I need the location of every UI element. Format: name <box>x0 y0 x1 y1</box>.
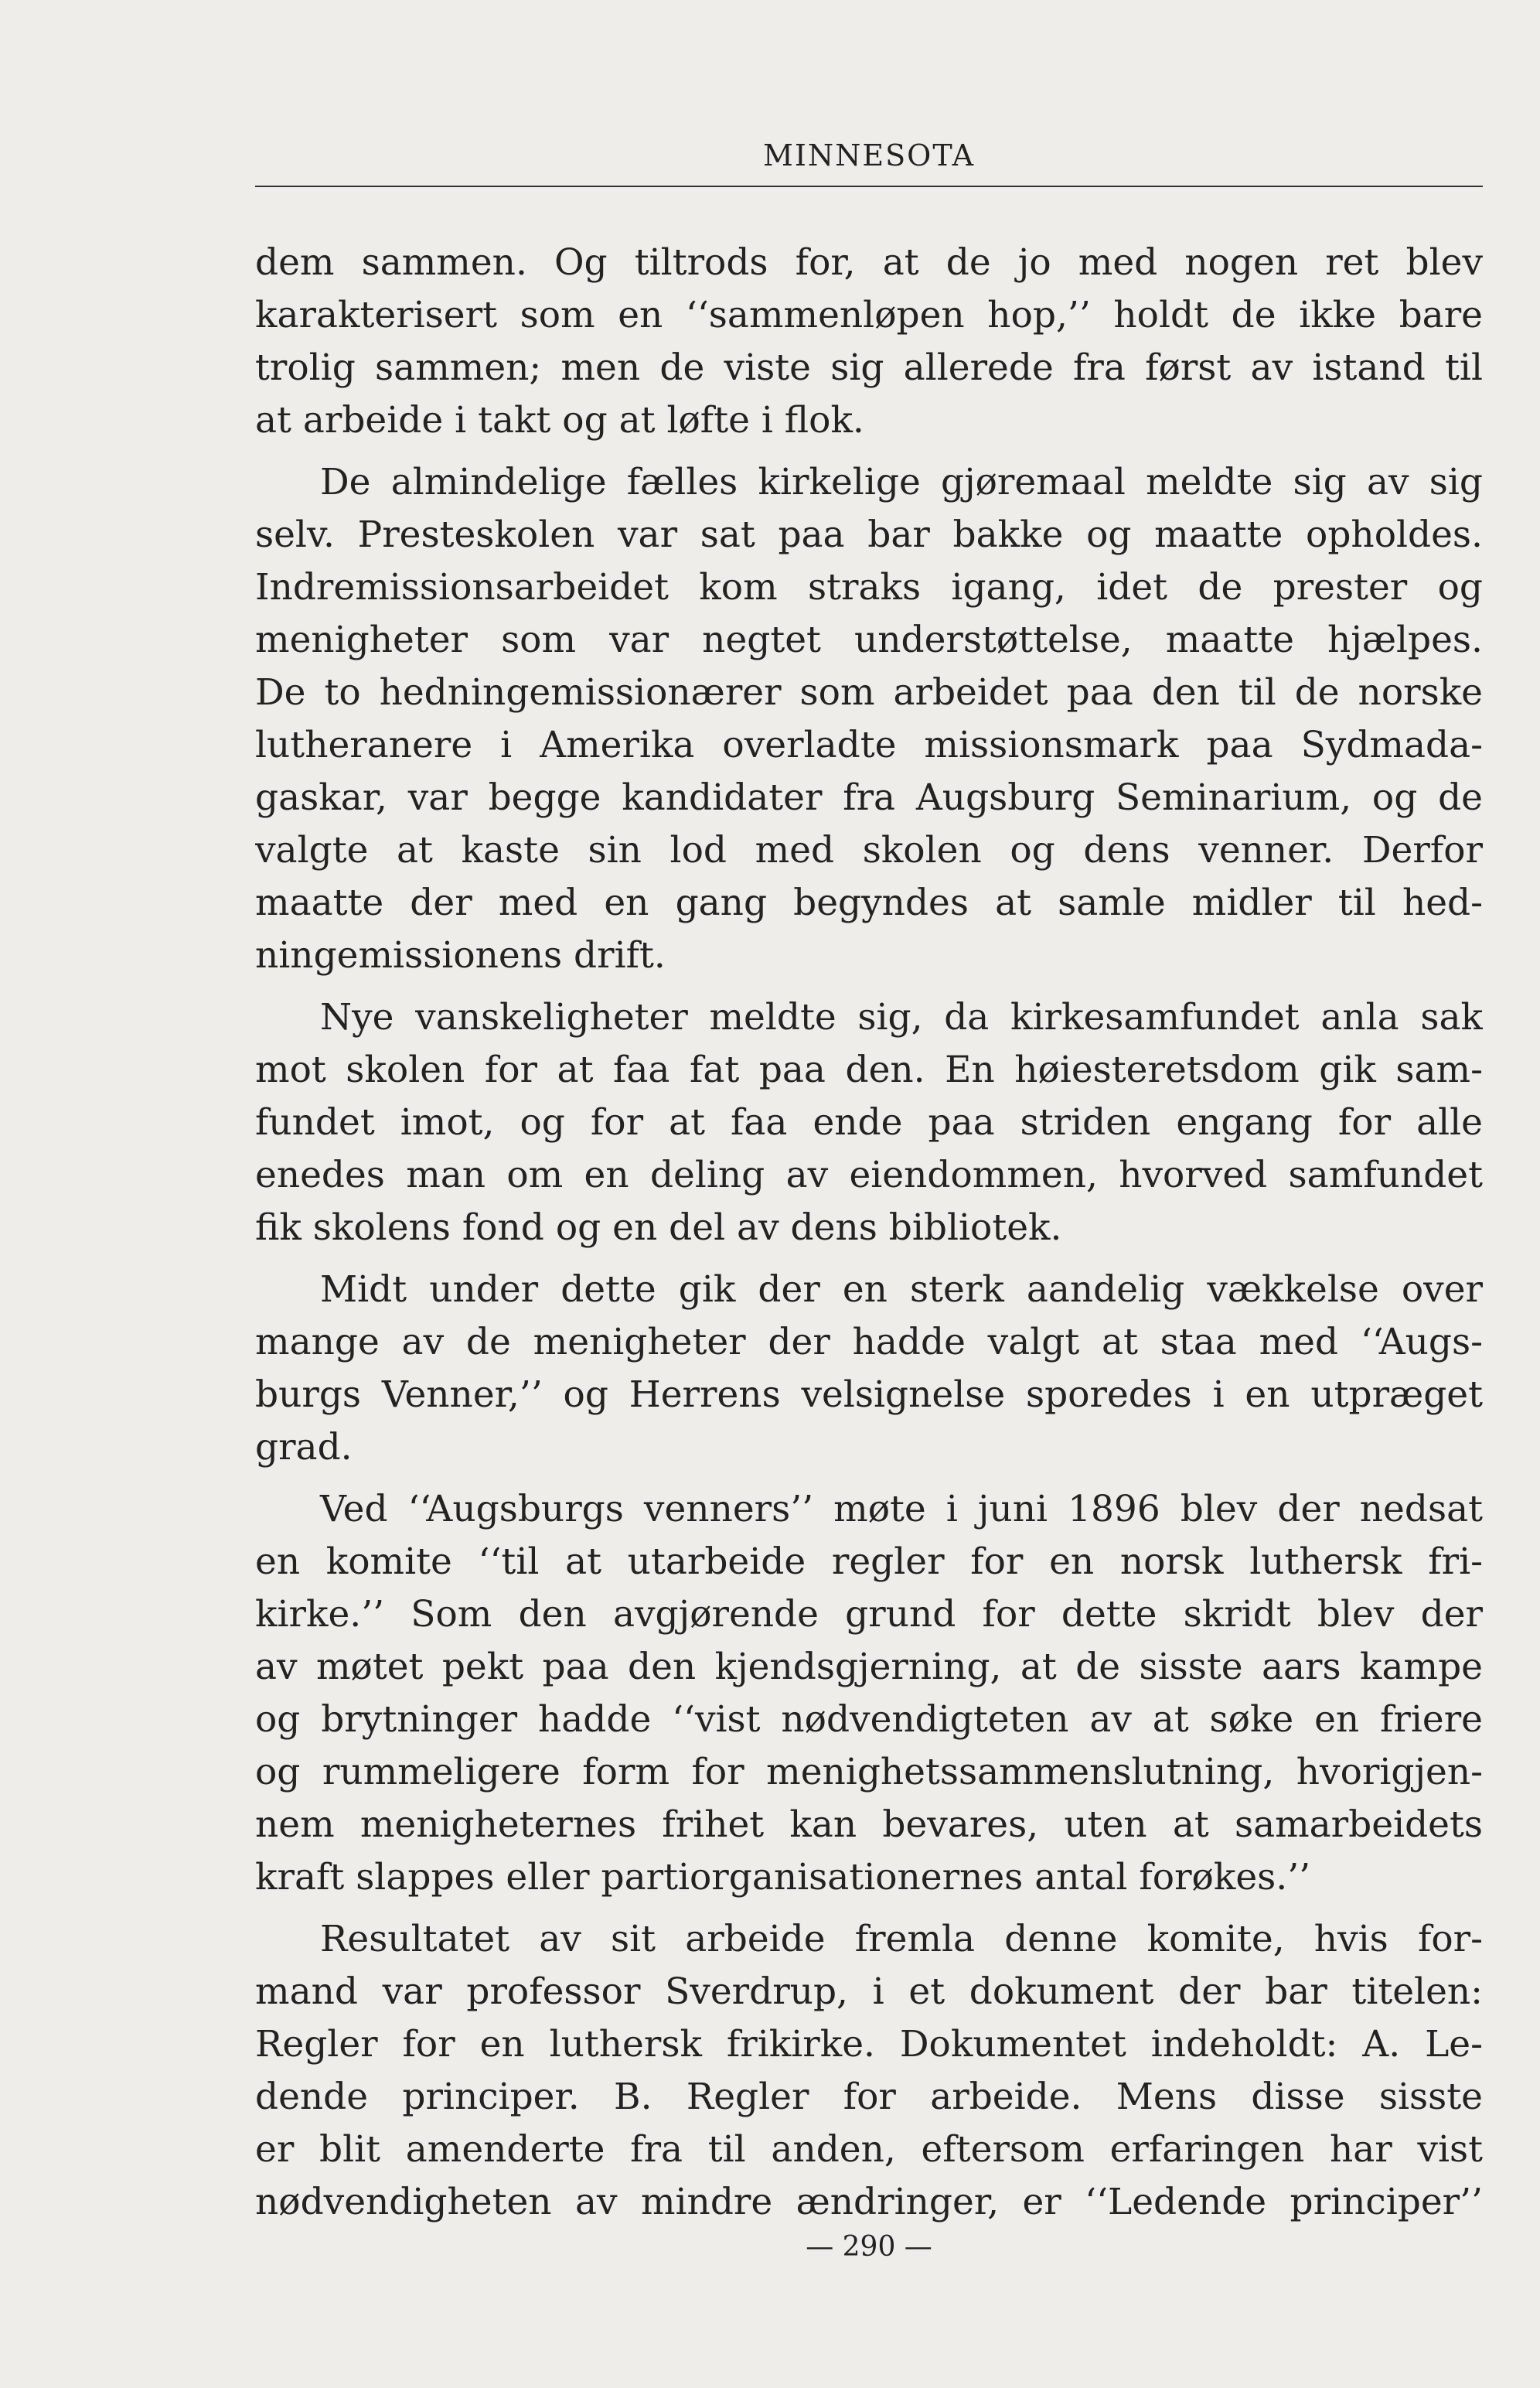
text-line: gaskar, var begge kandidater fra Augsburg Seminarium, og de <box>255 776 1483 819</box>
text-line: dem sammen. Og tiltrods for, at de jo med nogen ret blev <box>255 241 1483 284</box>
text-line: selv. Presteskolen var sat paa bar bakke og maatte opholdes. <box>255 513 1483 556</box>
header-rule <box>255 186 1483 187</box>
text-line: nem menigheternes frihet kan bevares, uten at samarbeidets <box>255 1803 1483 1846</box>
text-line: og brytninger hadde ‘‘vist nødvendigteten av at søke en friere <box>255 1698 1483 1741</box>
page-number: — 290 — <box>806 2231 932 2263</box>
text-line: Midt under dette gik der en sterk aandelig vækkelse over <box>320 1268 1483 1311</box>
text-line: Nye vanskeligheter meldte sig, da kirkesamfundet anla sak <box>320 996 1483 1039</box>
text-line: burgs Venner,’’ og Herrens velsignelse sporedes i en utpræget <box>255 1373 1483 1416</box>
text-line: menigheter som var negtet understøttelse, maatte hjælpes. <box>255 619 1483 661</box>
text-line: fundet imot, og for at faa ende paa striden engang for alle <box>255 1101 1483 1144</box>
text-line: Resultatet av sit arbeide fremla denne komite, hvis for- <box>320 1918 1483 1960</box>
text-line: av møtet pekt paa den kjendsgjerning, at de sisste aars kampe <box>255 1646 1483 1688</box>
text-line: enedes man om en deling av eiendommen, hvorved samfundet <box>255 1154 1483 1196</box>
text-line: maatte der med en gang begyndes at samle midler til hed- <box>255 882 1483 924</box>
text-line: mange av de menigheter der hadde valgt at staa med ‘‘Augs- <box>255 1321 1483 1363</box>
text-line: at arbeide i takt og at løfte i flok. <box>255 399 864 442</box>
text-line: kraft slappes eller partiorganisationernes antal forøkes.’’ <box>255 1856 1311 1898</box>
text-line: mand var professor Sverdrup, i et dokument der bar titelen: <box>255 1970 1483 2013</box>
text-line: mot skolen for at faa fat paa den. En høiesteretsdom gik sam- <box>255 1049 1483 1091</box>
text-line: De to hedningemissionærer som arbeidet paa den til de norske <box>255 671 1483 714</box>
text-line: en komite ‘‘til at utarbeide regler for en norsk luthersk fri- <box>255 1540 1483 1583</box>
text-line: grad. <box>255 1426 353 1469</box>
text-line: valgte at kaste sin lod med skolen og dens venner. Derfor <box>255 829 1483 872</box>
text-line: ningemissionens drift. <box>255 934 666 977</box>
text-line: Indremissionsarbeidet kom straks igang, idet de prester og <box>255 566 1483 609</box>
text-line: kirke.’’ Som den avgjørende grund for dette skridt blev der <box>255 1593 1483 1636</box>
text-line: fik skolens fond og en del av dens bibliotek. <box>255 1206 1062 1249</box>
text-line: er blit amenderte fra til anden, eftersom erfaringen har vist <box>255 2128 1483 2171</box>
text-line: trolig sammen; men de viste sig allerede fra først av istand til <box>255 346 1483 389</box>
text-line: Ved ‘‘Augsburgs venners’’ møte i juni 1896 blev der nedsat <box>320 1488 1483 1530</box>
text-line: lutheranere i Amerika overladte missionsmark paa Sydmada- <box>255 724 1483 766</box>
text-line: nødvendigheten av mindre ændringer, er ‘‘Ledende principer’’ <box>255 2181 1483 2223</box>
text-line: og rummeligere form for menighetssammenslutning, hvorigjen- <box>255 1751 1483 1793</box>
body-text <box>255 237 1483 2229</box>
text-line: karakterisert som en ‘‘sammenløpen hop,’’ holdt de ikke bare <box>255 294 1483 336</box>
text-line: De almindelige fælles kirkelige gjøremaal meldte sig av sig <box>320 461 1483 503</box>
running-title: MINNESOTA <box>762 138 976 172</box>
text-line: Regler for en luthersk frikirke. Dokumentet indeholdt: A. Le- <box>255 2023 1483 2066</box>
text-line: dende principer. B. Regler for arbeide. Mens disse sisste <box>255 2076 1483 2118</box>
